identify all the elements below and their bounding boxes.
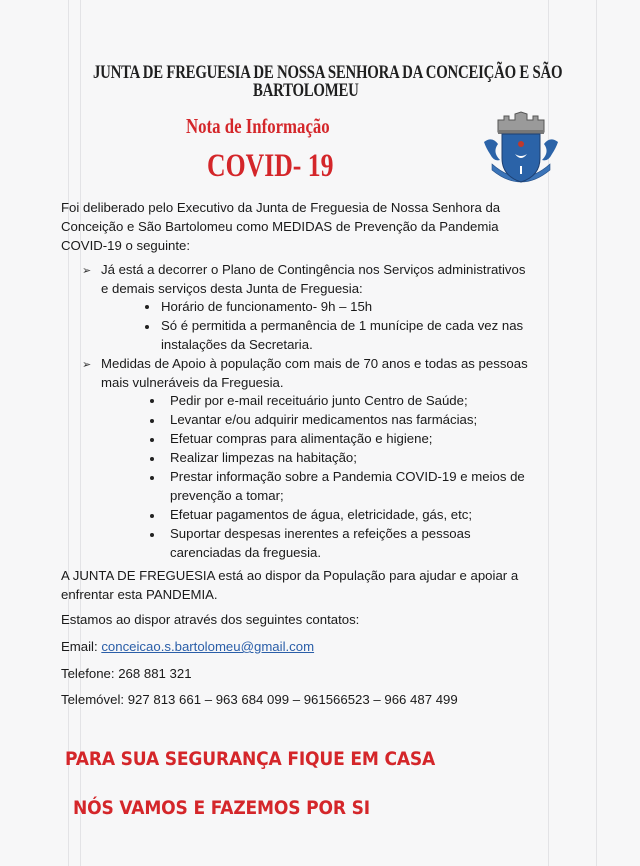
bullet-icon [150,457,154,461]
scan-artifact [80,0,81,866]
list-item: Efetuar compras para alimentação e higiene; [170,431,433,446]
slogan-line2: NÓS VAMOS E FAZEMOS POR SI [73,797,370,819]
list-item: Horário de funcionamento- 9h – 15h [161,299,373,314]
section-line: mais vulneráveis da Freguesia. [101,375,284,390]
arrow-bullet-icon: ➢ [82,265,92,277]
list-item [161,316,523,354]
section-line: Já está a decorrer o Plano de Contingência nos Serviços administrativos [101,262,526,277]
mobile-numbers: 927 813 661 – 963 684 099 – 961566523 – 966 487 499 [127,692,458,707]
arrow-bullet-icon: ➢ [82,359,92,371]
closing-line: A JUNTA DE FREGUESIA está ao dispor da População para ajudar e apoiar a [61,568,519,583]
phone-row [61,664,192,683]
subtitle: Nota de Informação [186,114,330,138]
bullet-icon [150,419,154,423]
intro-line: Foi deliberado pelo Executivo da Junta de Freguesia de Nossa Senhora da [61,200,501,215]
scan-artifact [68,0,69,866]
list-item: Pedir por e-mail receituário junto Centro de Saúde; [170,393,468,408]
mobile-label: Telemóvel: [61,692,128,707]
slogan-line1: PARA SUA SEGURANÇA FIQUE EM CASA [65,748,436,770]
list-item-line: prevenção a tomar; [170,488,284,503]
section-1-text [101,260,525,298]
intro-line: COVID-19 o seguinte: [61,238,191,253]
bullet-icon [150,399,154,403]
phone-label: Telefone: [61,666,119,681]
coat-of-arms-icon [478,108,566,190]
header-title-line1: JUNTA DE FREGUESIA DE NOSSA SENHORA DA CONCEIÇÃO E SÃO [93,62,563,83]
list-item-line: instalações da Secretaria. [161,337,313,352]
contacts-intro: Estamos ao dispor através dos seguintes contatos: [61,612,360,627]
list-item [170,524,471,562]
list-item-line: Suportar despesas inerentes a refeições a pessoas [170,526,471,541]
list-item [170,467,525,505]
bullet-icon [150,438,154,442]
intro-paragraph [61,198,500,255]
list-item: Levantar e/ou adquirir medicamentos nas farmácias; [170,412,478,427]
list-item: Realizar limpezas na habitação; [170,450,357,465]
bullet-icon [150,533,154,537]
mobile-row [61,690,458,709]
closing-line: enfrentar esta PANDEMIA. [61,587,218,602]
bullet-icon [145,325,149,329]
list-item: Efetuar pagamentos de água, eletricidade, gás, etc; [170,507,473,522]
list-item-line: Só é permitida a permanência de 1 munícipe de cada vez nas [161,318,524,333]
closing-paragraph [61,566,518,604]
email-row [61,637,314,656]
scan-artifact [596,0,597,866]
email-link[interactable]: conceicao.s.bartolomeu@gmail.com [101,639,315,654]
topic-title: COVID- 19 [207,148,334,184]
bullet-icon [150,514,154,518]
section-line: Medidas de Apoio à população com mais de 70 anos e todas as pessoas [101,356,528,371]
bullet-icon [150,476,154,480]
bullet-icon [145,305,149,309]
header-title-line2: BARTOLOMEU [253,80,359,101]
section-2-text [101,354,528,392]
list-item-line: carenciadas da freguesia. [170,545,322,560]
email-label: Email: [61,639,102,654]
phone-number: 268 881 321 [118,666,192,681]
list-item-line: Prestar informação sobre a Pandemia COVID-19 e meios de [170,469,525,484]
section-line: e demais serviços desta Junta de Freguesia: [101,281,363,296]
intro-line: Conceição e São Bartolomeu como MEDIDAS de Prevenção da Pandemia [61,219,499,234]
